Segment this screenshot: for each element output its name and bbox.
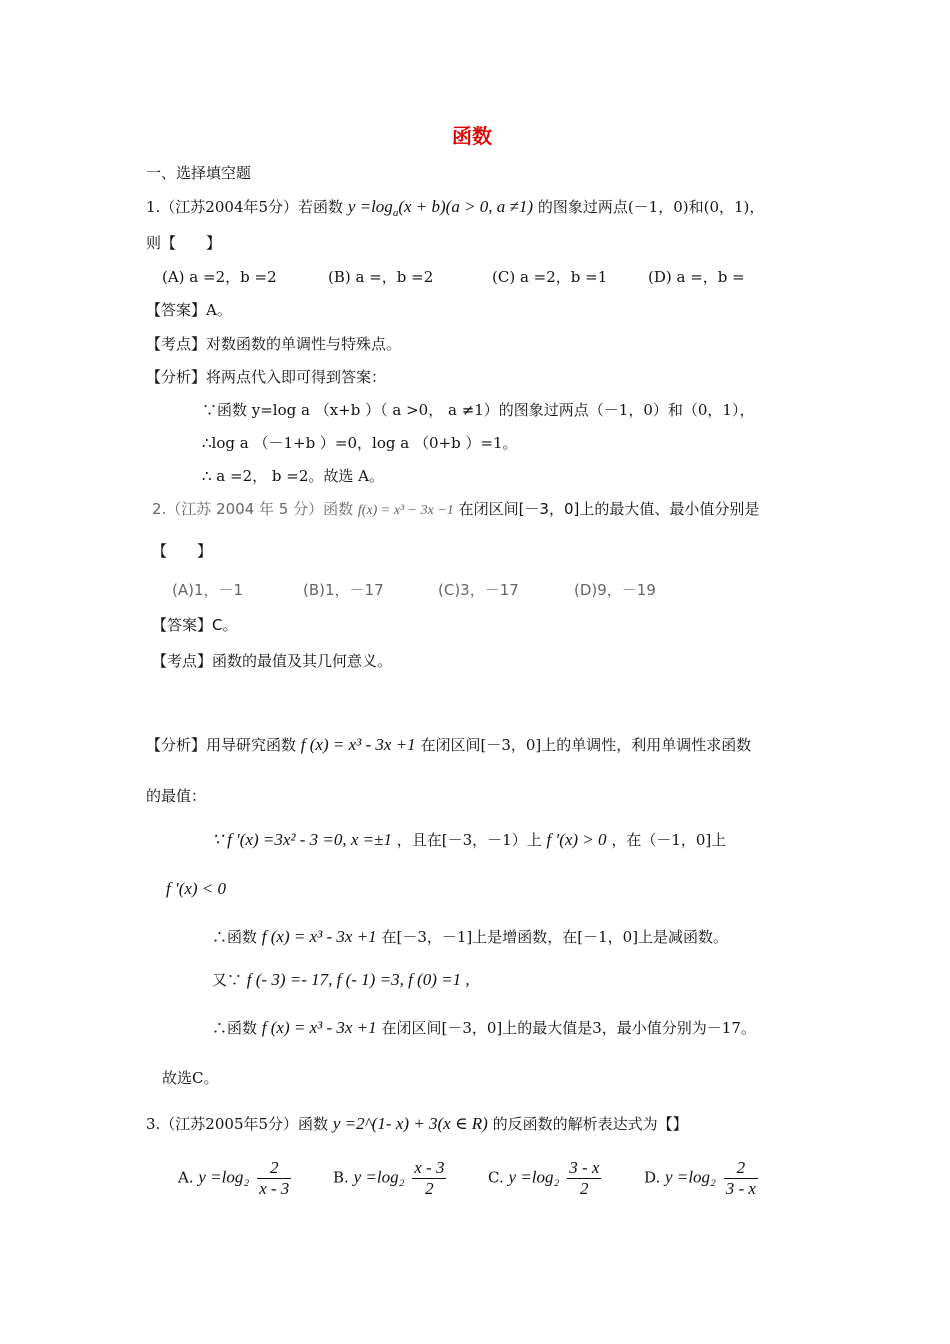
q1-step2: ∴log a （－1+b ）=0，log a （0+b ）=1。 xyxy=(202,434,518,452)
q2-option-c: (C)3，－17 xyxy=(438,581,519,599)
q1-stem: 1.（江苏2004年5分）若函数 $y =\log_a(x + b)(a > 0$, a ≠1) 的图象过两点(－1，0)和(0，1)， xyxy=(146,197,765,219)
q2-stem-line2: 【 】 xyxy=(152,542,213,560)
q3-option-a: A. y =log₂ $\frac{2}{x - 3}$ xyxy=(178,1158,290,1198)
q2-step4: ∴函数 f (x) = x³ - 3x +1 在闭区间[－3，0]上的最大值是3，最小值分别为－17。 xyxy=(212,1018,756,1037)
q3-option-c: C. y =log₂ $\frac{3 - x}{2}$ xyxy=(488,1158,600,1198)
q3-stem: 3.（江苏2005年5分）函数 y =2^(1- x) + 3(x ∈ R) 的反函数的解析表达式为【】 xyxy=(146,1114,688,1133)
q2-stem: 2.（江苏 2004 年 5 分）函数 f(x) = x³ − 3x −1 在闭区间[－3，0]上的最大值、最小值分别是 xyxy=(152,500,760,518)
q1-option-b: (B) a =，b =2 xyxy=(328,268,434,286)
q1-option-c: (C) a =2，b =1 xyxy=(492,268,608,286)
q2-option-a: (A)1，－1 xyxy=(172,581,244,599)
q1-point: 【考点】对数函数的单调性与特殊点。 xyxy=(146,335,402,353)
q2-option-d: (D)9，－19 xyxy=(574,581,656,599)
q1-formula: $y =\log_a(x + b)(a > 0$, a ≠1) xyxy=(347,197,534,219)
q3-formula: y =2^(1- x) + 3(x ∈ R) xyxy=(332,1114,488,1133)
q1-option-a: (A) a =2，b =2 xyxy=(162,268,277,286)
q2-analysis-line2: 的最值： xyxy=(146,787,207,805)
q2-step1: ∵ f ′(x) =3x² - 3 =0, x =±1 ，且在[－3，－1）上 f ′(x) > 0 ，在（－1，0]上 xyxy=(212,830,727,849)
page-title: 函数 xyxy=(452,124,492,148)
q1-step1: ∵函数 y=log a （x+b ）（ a >0， a ≠1）的图象过两点（－1，0）和（0，1）， xyxy=(202,401,755,419)
q1-step3: ∴ a =2， b =2。故选 A。 xyxy=(202,467,384,485)
q2-point: 【考点】函数的最值及其几何意义。 xyxy=(152,652,393,670)
q1-option-d: (D) a =，b = xyxy=(648,268,745,286)
q2-analysis-formula: f (x) = x³ - 3x +1 xyxy=(300,735,416,754)
q2-option-b: (B)1，－17 xyxy=(303,581,384,599)
q2-answer: 【答案】C。 xyxy=(152,616,238,634)
q2-step3: 又∵ f (- 3) =- 17, f (- 1) =3, f (0) =1 , xyxy=(212,970,470,989)
q2-formula: f(x) = x³ − 3x −1 xyxy=(357,503,454,518)
q1-analysis: 【分析】将两点代入即可得到答案： xyxy=(146,368,387,386)
q1-answer: 【答案】A。 xyxy=(146,301,232,319)
q2-step1-line2: f ′(x) < 0 xyxy=(166,879,227,898)
section-heading: 一、选择填空题 xyxy=(146,164,252,182)
q3-option-d: D. y =log₂ $\frac{2}{3 - x}$ xyxy=(644,1158,756,1198)
q2-step2: ∴函数 f (x) = x³ - 3x +1 在[－3，－1]上是增函数，在[－1，0]上是减函数。 xyxy=(212,927,729,946)
q2-step5: 故选C。 xyxy=(162,1069,219,1087)
q2-analysis: 【分析】用导研究函数 f (x) = x³ - 3x +1 在闭区间[－3，0]上的单调性，利用单调性求函数 xyxy=(146,735,752,754)
q3-option-b: B. y =log₂ $\frac{x - 3}{2}$ xyxy=(333,1158,445,1198)
q1-stem-line2: 则【 】 xyxy=(146,234,222,252)
